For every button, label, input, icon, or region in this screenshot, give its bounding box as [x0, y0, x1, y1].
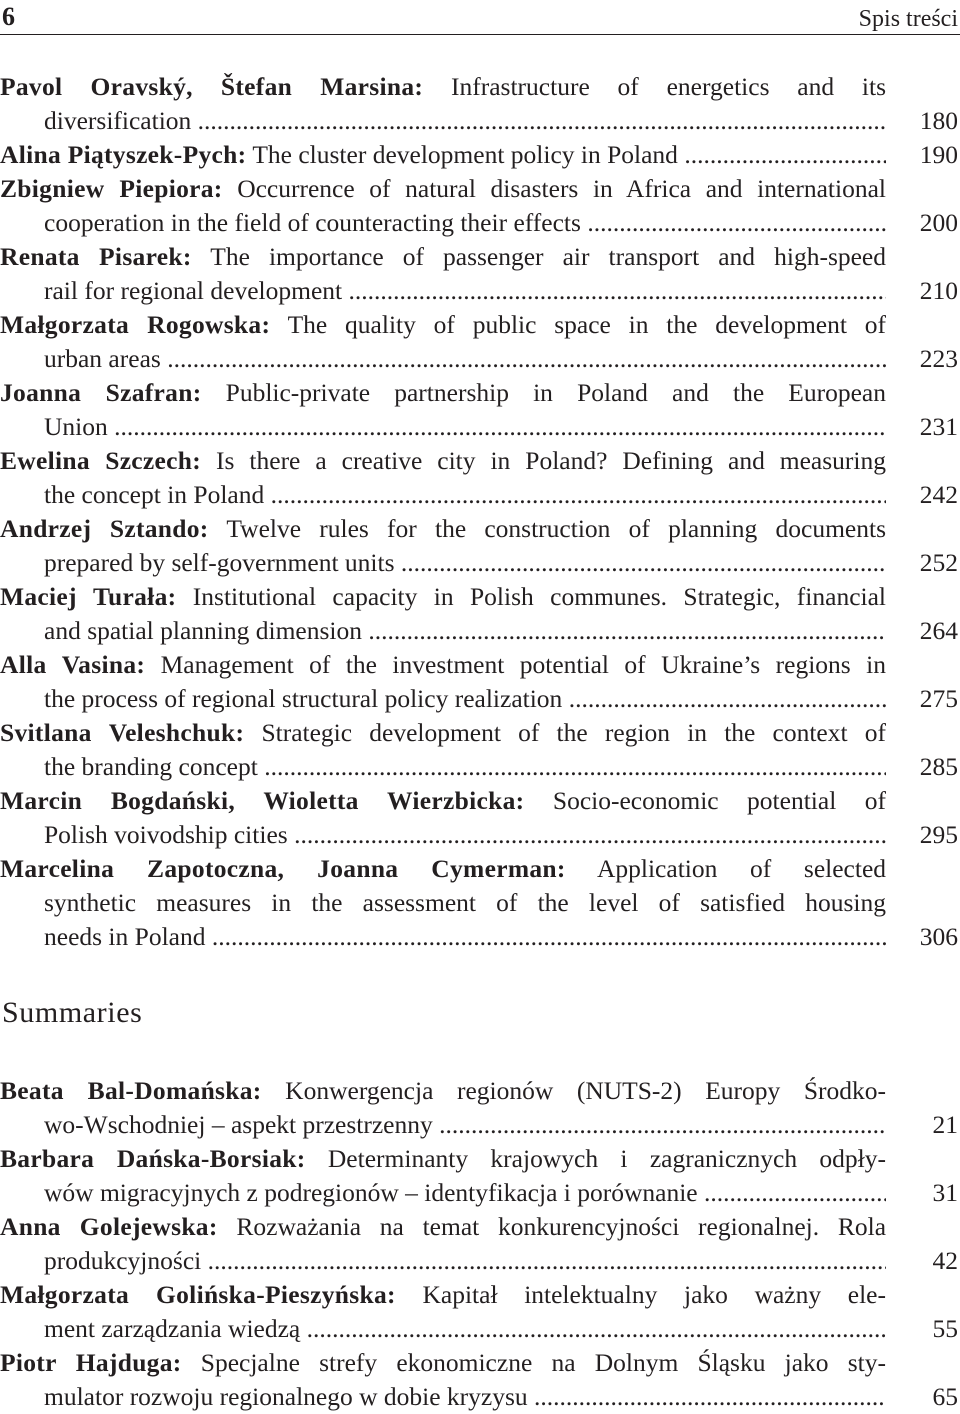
toc-entry-author: Svitlana Veleshchuk: [0, 718, 245, 747]
toc-entry-page: 285 [919, 752, 958, 781]
toc-entry-title: prepared by self-government units [44, 548, 395, 577]
summary-entry-title: Konwergencja regionów (NUTS-2) Europy Środko- [285, 1076, 886, 1105]
toc-entry-title: synthetic measures in the assessment of the level of satisfied housing [44, 888, 886, 917]
toc-entry-line [0, 172, 886, 206]
toc-entry-author: Marcin Bogdański, Wioletta Wierzbicka: [0, 786, 525, 815]
toc-entry-title: Polish voivodship cities [44, 820, 288, 849]
summary-entry-line [0, 1278, 886, 1312]
toc-entry-author: Zbigniew Piepiora: [0, 174, 223, 203]
toc-entry-title: urban areas [44, 344, 161, 373]
toc-entry-author: Maciej Turała: [0, 582, 177, 611]
toc-entry-page: 180 [919, 106, 958, 135]
toc-entry-page: 242 [919, 480, 958, 509]
toc-entry-title: Strategic development of the region in the context of [261, 718, 886, 747]
page-header [0, 0, 960, 36]
summary-entry-line [0, 1142, 886, 1176]
toc-entry-line [44, 886, 886, 920]
toc-entry-title: Application of selected [596, 854, 886, 883]
summary-entry-line [44, 1380, 886, 1414]
toc-entry-page: 190 [919, 140, 958, 169]
summary-entry-line [0, 1074, 886, 1108]
toc-entry-page: 306 [919, 922, 958, 951]
summary-entry-author: Barbara Dańska-Borsiak: [0, 1144, 306, 1173]
summary-entry-line [44, 1176, 886, 1210]
toc-entry-line [0, 376, 886, 410]
toc-entry-title: Union [44, 412, 108, 441]
summary-entry-page: 55 [932, 1314, 958, 1343]
toc-entry-title: needs in Poland [44, 922, 206, 951]
toc-entry-author: Marcelina Zapotoczna, Joanna Cymerman: [0, 854, 566, 883]
toc-entry-line [44, 614, 886, 648]
summary-entry-title: produkcyjności [44, 1246, 202, 1275]
toc-entry-line [44, 274, 886, 308]
toc-entry-line [44, 206, 886, 240]
toc-entry-line [0, 580, 886, 614]
summary-entry-line [44, 1312, 886, 1346]
toc-entry-line [0, 716, 886, 750]
toc-entry-page: 264 [919, 616, 958, 645]
toc-entry-author: Andrzej Sztando: [0, 514, 209, 543]
toc-entry-line [0, 308, 886, 342]
toc-entry-line [0, 784, 886, 818]
toc-entry-title: Is there a creative city in Poland? Defining and measuring [216, 446, 886, 475]
toc-entry-line [44, 342, 886, 376]
toc-entry-line [0, 852, 886, 886]
summary-entry-title: wów migracyjnych z podregionów – identyfikacja i porównanie [44, 1178, 698, 1207]
section-title-summaries: Summaries [2, 996, 143, 1029]
toc-entry-title: The quality of public space in the development of [287, 310, 886, 339]
summary-entry-title: Rozważania na temat konkurencyjności regionalnej. Rola [236, 1212, 886, 1241]
summary-entry-page: 31 [932, 1178, 958, 1207]
toc-entry-title: cooperation in the field of counteracting their effects [44, 208, 581, 237]
toc-entry-line [0, 648, 886, 682]
summary-entry-line [0, 1210, 886, 1244]
toc-entry-author: Alina Piątyszek-Pych: [0, 140, 247, 169]
toc-entry-author: Alla Vasina: [0, 650, 146, 679]
summary-entry-page: 42 [932, 1246, 958, 1275]
summary-entry-title: ment zarządzania wiedzą [44, 1314, 301, 1343]
toc-entry-line [44, 104, 886, 138]
toc-entry-line [44, 920, 886, 954]
toc-entry-title: diversification [44, 106, 192, 135]
toc-entry-line [0, 70, 886, 104]
toc-entry-page: 295 [919, 820, 958, 849]
toc-entry-author: Ewelina Szczech: [0, 446, 202, 475]
toc-entry-title: the branding concept [44, 752, 258, 781]
toc-entry-title: Twelve rules for the construction of planning documents [226, 514, 886, 543]
toc-entry-title: Infrastructure of energetics and its [451, 72, 886, 101]
toc-entry-title: The importance of passenger air transport and high-speed [210, 242, 886, 271]
toc-entry-line [0, 444, 886, 478]
summary-entry-author: Małgorzata Golińska-Pieszyńska: [0, 1280, 396, 1309]
summary-entry-page: 65 [932, 1382, 958, 1411]
toc-entry-title: the concept in Poland [44, 480, 265, 509]
toc-entry-page: 223 [919, 344, 958, 373]
toc-entry-line [44, 682, 886, 716]
page-number: 6 [2, 2, 15, 31]
toc-entry-page: 210 [919, 276, 958, 305]
summary-entry-title: mulator rozwoju regionalnego w dobie kryzysu [44, 1382, 528, 1411]
toc-entry-title: the process of regional structural policy realization [44, 684, 563, 713]
toc-entry-author: Pavol Oravský, Štefan Marsina: [0, 72, 424, 101]
toc-entry-line [44, 818, 886, 852]
toc-entry-line [44, 478, 886, 512]
toc-entry-page: 252 [919, 548, 958, 577]
toc-entry-author: Joanna Szafran: [0, 378, 202, 407]
toc-entry-line [0, 512, 886, 546]
summary-entry-title: Specjalne strefy ekonomiczne na Dolnym Śląsku jako sty- [200, 1348, 886, 1377]
toc-entry-page: 275 [919, 684, 958, 713]
toc-entry-title: Institutional capacity in Polish communes. Strategic, financial [192, 582, 886, 611]
toc-entry-page: 200 [919, 208, 958, 237]
summary-entry-line [44, 1244, 886, 1278]
summary-entry-line [44, 1108, 886, 1142]
header-rule [0, 34, 960, 35]
toc-entry-title: Public-private partnership in Poland and the European [225, 378, 886, 407]
summary-entry-author: Anna Golejewska: [0, 1212, 218, 1241]
summary-entry-line [0, 1346, 886, 1380]
summary-entry-title: Kapitał intelektualny jako ważny ele- [422, 1280, 886, 1309]
summary-entry-title: Determinanty krajowych i zagranicznych odpły- [327, 1144, 886, 1173]
toc-entry-title: rail for regional development [44, 276, 343, 305]
running-title: Spis treści [858, 6, 958, 32]
toc-entry-line [44, 750, 886, 784]
toc-entry-title: The cluster development policy in Poland [252, 140, 678, 169]
toc-entry-title: Management of the investment potential of Ukraine’s regions in [160, 650, 886, 679]
summary-entry-author: Piotr Hajduga: [0, 1348, 182, 1377]
toc-entry-title: and spatial planning dimension [44, 616, 362, 645]
toc-entry-line [0, 240, 886, 274]
summary-entry-author: Beata Bal-Domańska: [0, 1076, 262, 1105]
toc-entry-author: Małgorzata Rogowska: [0, 310, 271, 339]
toc-entry-line [0, 138, 886, 172]
toc-entry-title: Occurrence of natural disasters in Africa and international [237, 174, 886, 203]
toc-entry-line [44, 546, 886, 580]
toc-entry-title: Socio-economic potential of [552, 786, 886, 815]
toc-entry-page: 231 [919, 412, 958, 441]
toc-entry-line [44, 410, 886, 444]
toc-entry-author: Renata Pisarek: [0, 242, 192, 271]
summary-entry-page: 21 [932, 1110, 958, 1139]
summary-entry-title: wo-Wschodniej – aspekt przestrzenny [44, 1110, 433, 1139]
